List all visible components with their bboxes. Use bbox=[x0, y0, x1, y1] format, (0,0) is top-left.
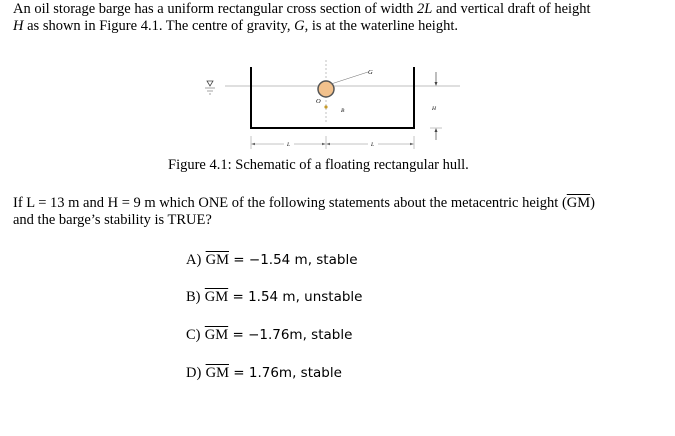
option-value: = −1.76m, stable bbox=[228, 327, 353, 343]
width-dimension bbox=[251, 136, 414, 149]
problem-text-1: An oil storage barge has a uniform rectangular cross section of width bbox=[13, 1, 414, 17]
figure-label-g: G bbox=[368, 69, 373, 76]
g-leader bbox=[331, 72, 368, 84]
hull-outline bbox=[251, 67, 414, 128]
option-gm: $\overline{GM}$ bbox=[204, 289, 229, 305]
width-symbol: 2L bbox=[417, 1, 433, 17]
option-b[interactable] bbox=[186, 289, 363, 306]
figure-caption: Figure 4.1: Schematic of a floating rectangular hull. bbox=[168, 157, 469, 173]
hull-schematic bbox=[190, 58, 470, 158]
height-symbol: H bbox=[13, 18, 24, 34]
problem-text-4: , is at the waterline height. bbox=[304, 18, 458, 34]
option-letter: D) bbox=[186, 365, 202, 381]
figure-label-b: B bbox=[341, 108, 345, 114]
question-text-line2: and the barge’s stability is TRUE? bbox=[13, 212, 212, 228]
problem-text-3: as shown in Figure 4.1. The centre of gravity, bbox=[27, 18, 291, 34]
option-d[interactable] bbox=[186, 365, 342, 382]
option-value: = 1.76m, stable bbox=[228, 365, 342, 381]
option-a[interactable] bbox=[186, 252, 358, 269]
option-letter: A) bbox=[186, 252, 202, 268]
option-gm: $\overline{GM}$ bbox=[204, 327, 229, 343]
option-c[interactable] bbox=[186, 327, 352, 344]
question-text bbox=[13, 195, 668, 229]
question-text-post: ) bbox=[590, 195, 596, 211]
problem-text-2: and vertical draft of height bbox=[435, 1, 591, 17]
option-gm: $\overline{GM}$ bbox=[205, 252, 229, 268]
problem-statement bbox=[13, 1, 668, 35]
centre-of-gravity-marker bbox=[318, 81, 334, 97]
buoyancy-marker bbox=[324, 105, 327, 108]
option-value: = −1.54 m, stable bbox=[228, 252, 358, 268]
waterline-symbol bbox=[205, 81, 215, 94]
option-gm: $\overline{GM}$ bbox=[205, 365, 229, 381]
question-gm: $\overline{GM}$ bbox=[566, 195, 591, 211]
question-text-pre: If L = 13 m and H = 9 m which ONE of the following statements about the metacentric height ( bbox=[13, 195, 567, 211]
figure-label-h: H bbox=[432, 106, 436, 112]
option-value: = 1.54 m, unstable bbox=[228, 289, 363, 305]
option-letter: C) bbox=[186, 327, 201, 343]
figure-label-l-left: L bbox=[287, 142, 291, 148]
figure-label-l-right: L bbox=[371, 142, 375, 148]
hull-figure bbox=[190, 58, 470, 158]
figure-label-o: O bbox=[316, 98, 321, 105]
g-symbol: G bbox=[294, 18, 305, 34]
option-letter: B) bbox=[186, 289, 201, 305]
